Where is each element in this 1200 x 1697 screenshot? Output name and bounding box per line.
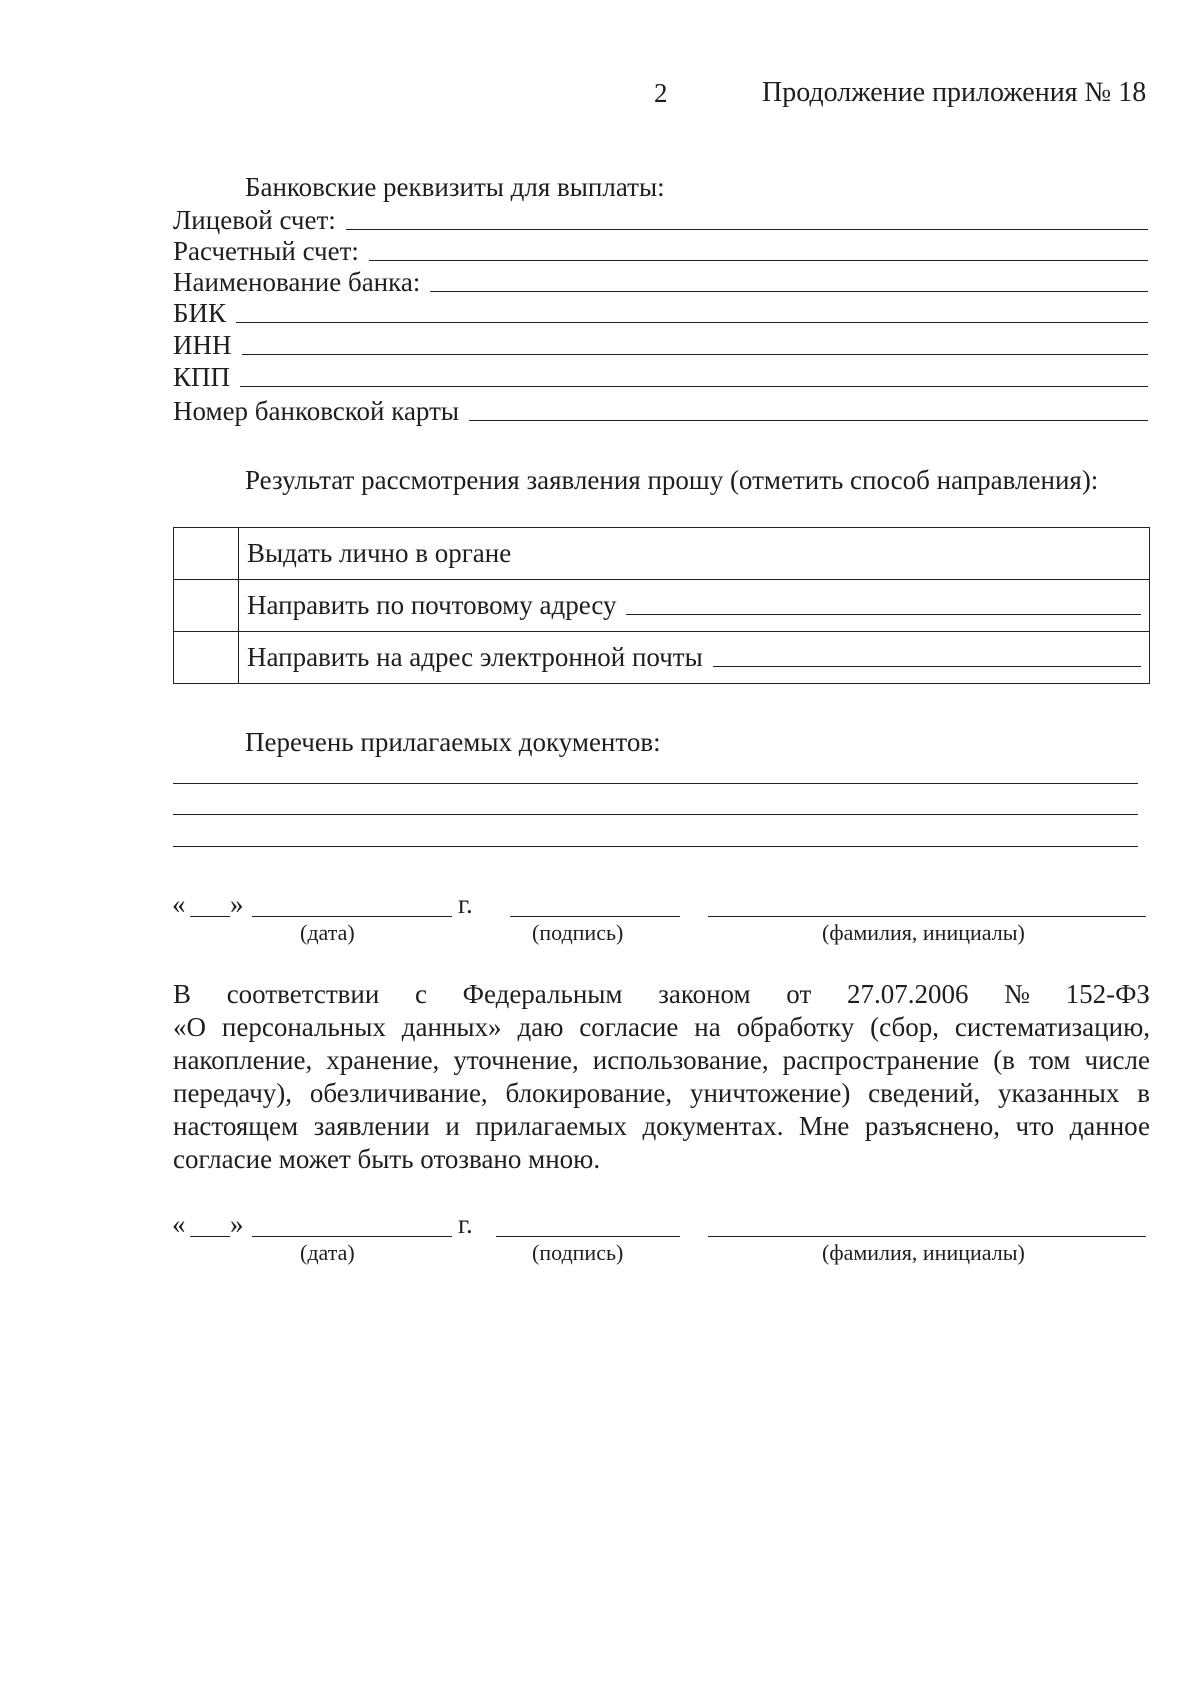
signature-caption: (подпись) <box>532 920 624 945</box>
consent-word: законом <box>658 979 751 1009</box>
signature-line[interactable] <box>510 916 680 917</box>
documents-heading: Перечень прилагаемых документов: <box>245 727 661 757</box>
consent-word: В <box>173 979 192 1009</box>
fill-line <box>240 386 1148 387</box>
appendix-title: Продолжение приложения № 18 <box>762 77 1147 108</box>
fill-line <box>242 354 1149 355</box>
documents-line-3[interactable] <box>173 846 1138 847</box>
consent-text: «О персональных данных» даю согласие на обработку (сбор, систематизацию, накопление, хранение, уточнение, использование, распространение (в том числе передачу), обезличивание, блокирование, уничтожение) сведений, указанных в настоящем заявлении и прилагаемых документах. Мне разъяснено, что данное согласие может быть отозвано мною. <box>173 1012 1150 1174</box>
option-personal <box>239 528 1150 580</box>
table-row <box>174 580 1150 632</box>
bank-card-number-field[interactable] <box>173 394 1148 426</box>
field-label: Номер банковской карты <box>173 396 460 426</box>
date-caption: (дата) <box>300 920 355 945</box>
option-email <box>239 632 1150 684</box>
field-label: БИК <box>173 298 227 328</box>
field-label: Лицевой счет: <box>173 205 336 235</box>
quote-close: » <box>230 889 244 919</box>
option-label: Направить на адрес электронной почты <box>247 642 703 672</box>
fill-line <box>236 322 1148 323</box>
consent-first-line <box>173 978 1150 1011</box>
settlement-account-field[interactable] <box>173 234 1148 266</box>
option-postal <box>239 580 1150 632</box>
date-line[interactable] <box>252 916 452 917</box>
delivery-method-table <box>173 527 1150 684</box>
signature-caption: (подпись) <box>532 1240 624 1265</box>
result-heading: Результат рассмотрения заявления прошу (отметить способ направления): <box>245 465 1099 495</box>
name-line-2[interactable] <box>708 1236 1146 1237</box>
consent-word: 27.07.2006 <box>846 979 969 1009</box>
fill-line <box>430 291 1148 292</box>
page-number: 2 <box>654 78 668 108</box>
postal-address-line[interactable] <box>626 614 1141 615</box>
day-line[interactable] <box>190 916 230 917</box>
field-label: КПП <box>173 362 231 392</box>
inn-field[interactable] <box>173 328 1148 360</box>
consent-word: соответствии <box>226 979 380 1009</box>
quote-open: « <box>172 1209 186 1239</box>
fill-line <box>346 229 1148 230</box>
email-address-line[interactable] <box>713 666 1141 667</box>
consent-word: Федеральным <box>462 979 623 1009</box>
quote-close: » <box>230 1209 244 1239</box>
year-suffix: г. <box>458 1209 473 1239</box>
year-suffix: г. <box>458 889 473 919</box>
option-label: Выдать лично в органе <box>247 538 512 568</box>
kpp-field[interactable] <box>173 360 1148 392</box>
consent-paragraph <box>173 978 1150 1176</box>
documents-line-1[interactable] <box>173 783 1138 784</box>
bank-name-field[interactable] <box>173 265 1148 297</box>
field-label: Расчетный счет: <box>173 236 359 266</box>
documents-line-2[interactable] <box>173 814 1138 815</box>
name-caption: (фамилия, инициалы) <box>822 1240 1025 1265</box>
consent-word: от <box>786 979 812 1009</box>
personal-account-field[interactable] <box>173 203 1148 235</box>
consent-word: № <box>1004 979 1030 1009</box>
checkbox-postal[interactable] <box>174 580 239 632</box>
table-row <box>174 632 1150 684</box>
date-line-2[interactable] <box>252 1236 452 1237</box>
name-caption: (фамилия, инициалы) <box>822 920 1025 945</box>
fill-line <box>469 420 1148 421</box>
bank-details-heading: Банковские реквизиты для выплаты: <box>245 172 665 202</box>
consent-word: 152-ФЗ <box>1065 979 1150 1009</box>
signature-line-2[interactable] <box>496 1236 680 1237</box>
day-line-2[interactable] <box>190 1236 230 1237</box>
consent-word: с <box>414 979 427 1009</box>
checkbox-personal[interactable] <box>174 528 239 580</box>
name-line[interactable] <box>708 916 1146 917</box>
quote-open: « <box>172 889 186 919</box>
bik-field[interactable] <box>173 296 1148 328</box>
checkbox-email[interactable] <box>174 632 239 684</box>
field-label: ИНН <box>173 330 232 360</box>
date-caption: (дата) <box>300 1240 355 1265</box>
table-row <box>174 528 1150 580</box>
field-label: Наименование банка: <box>173 267 421 297</box>
fill-line <box>369 260 1148 261</box>
option-label: Направить по почтовому адресу <box>247 590 617 620</box>
